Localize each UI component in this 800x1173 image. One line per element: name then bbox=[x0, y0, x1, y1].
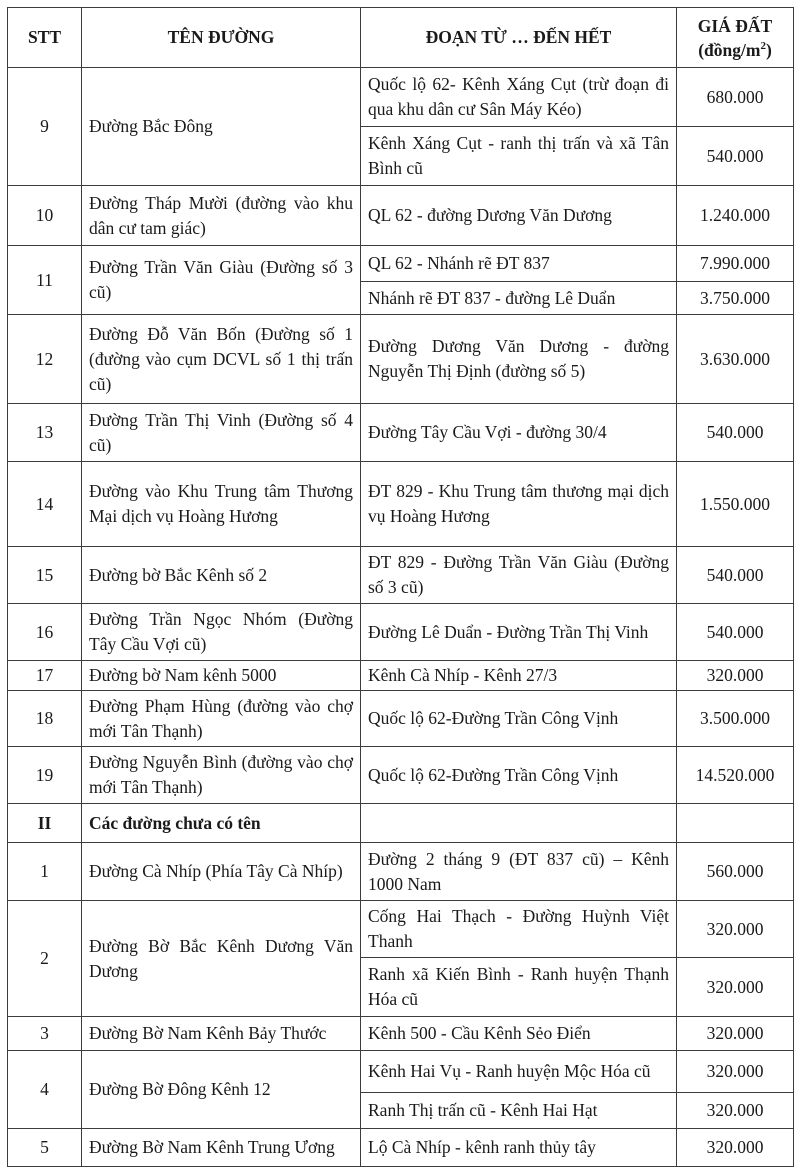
cell-price: 1.240.000 bbox=[677, 186, 794, 246]
header-segment: ĐOẠN TỪ … ĐẾN HẾT bbox=[361, 8, 677, 68]
cell-street-name: Đường bờ Nam kênh 5000 bbox=[82, 661, 361, 691]
section-empty-price bbox=[677, 804, 794, 843]
cell-price: 320.000 bbox=[677, 661, 794, 691]
cell-price: 320.000 bbox=[677, 901, 794, 958]
cell-street-name: Đường Cà Nhíp (Phía Tây Cà Nhíp) bbox=[82, 843, 361, 901]
cell-street-name: Đường Trần Ngọc Nhóm (Đường Tây Cầu Vợi cũ) bbox=[82, 604, 361, 661]
cell-segment: Cống Hai Thạch - Đường Huỳnh Việt Thanh bbox=[361, 901, 677, 958]
cell-segment: Ranh Thị trấn cũ - Kênh Hai Hạt bbox=[361, 1093, 677, 1129]
table-row bbox=[8, 68, 794, 127]
cell-segment: Đường 2 tháng 9 (ĐT 837 cũ) – Kênh 1000 Nam bbox=[361, 843, 677, 901]
cell-segment: QL 62 - đường Dương Văn Dương bbox=[361, 186, 677, 246]
cell-street-name: Đường Đỗ Văn Bốn (Đường số 1 (đường vào cụm DCVL số 1 thị trấn cũ) bbox=[82, 315, 361, 404]
table-row bbox=[8, 186, 794, 246]
table-row bbox=[8, 1051, 794, 1093]
cell-price: 680.000 bbox=[677, 68, 794, 127]
cell-street-name: Đường Trần Thị Vinh (Đường số 4 cũ) bbox=[82, 404, 361, 462]
cell-street-name: Đường Nguyễn Bình (đường vào chợ mới Tân Thạnh) bbox=[82, 747, 361, 804]
cell-price: 320.000 bbox=[677, 1093, 794, 1129]
cell-segment: Kênh 500 - Cầu Kênh Sẻo Điển bbox=[361, 1017, 677, 1051]
header-stt: STT bbox=[8, 8, 82, 68]
cell-street-name: Đường Bờ Bắc Kênh Dương Văn Dương bbox=[82, 901, 361, 1017]
cell-street-name: Đường Bờ Nam Kênh Bảy Thước bbox=[82, 1017, 361, 1051]
cell-segment: QL 62 - Nhánh rẽ ĐT 837 bbox=[361, 246, 677, 282]
cell-price: 3.630.000 bbox=[677, 315, 794, 404]
section-row bbox=[8, 804, 794, 843]
section-number: II bbox=[8, 804, 82, 843]
cell-price: 3.750.000 bbox=[677, 282, 794, 315]
cell-stt: 11 bbox=[8, 246, 82, 315]
cell-segment: Lộ Cà Nhíp - kênh ranh thủy tây bbox=[361, 1129, 677, 1167]
cell-street-name: Đường Tháp Mười (đường vào khu dân cư tam giác) bbox=[82, 186, 361, 246]
cell-price: 540.000 bbox=[677, 127, 794, 186]
cell-segment: Đường Lê Duẩn - Đường Trần Thị Vinh bbox=[361, 604, 677, 661]
cell-street-name: Đường Bờ Đông Kênh 12 bbox=[82, 1051, 361, 1129]
cell-street-name: Đường Trần Văn Giàu (Đường số 3 cũ) bbox=[82, 246, 361, 315]
cell-price: 320.000 bbox=[677, 958, 794, 1017]
cell-segment: Quốc lộ 62-Đường Trần Công Vịnh bbox=[361, 691, 677, 747]
cell-stt: 14 bbox=[8, 462, 82, 547]
table-row bbox=[8, 1129, 794, 1167]
cell-segment: Kênh Xáng Cụt - ranh thị trấn và xã Tân Bình cũ bbox=[361, 127, 677, 186]
cell-stt: 13 bbox=[8, 404, 82, 462]
cell-segment: Ranh xã Kiến Bình - Ranh huyện Thạnh Hóa cũ bbox=[361, 958, 677, 1017]
cell-segment: Đường Tây Cầu Vợi - đường 30/4 bbox=[361, 404, 677, 462]
header-row bbox=[8, 8, 794, 68]
table-row bbox=[8, 843, 794, 901]
table-row bbox=[8, 901, 794, 958]
cell-stt: 16 bbox=[8, 604, 82, 661]
cell-stt: 10 bbox=[8, 186, 82, 246]
cell-stt: 9 bbox=[8, 68, 82, 186]
cell-price: 540.000 bbox=[677, 404, 794, 462]
cell-price: 320.000 bbox=[677, 1051, 794, 1093]
cell-segment: ĐT 829 - Đường Trần Văn Giàu (Đường số 3 cũ) bbox=[361, 547, 677, 604]
cell-price: 540.000 bbox=[677, 604, 794, 661]
cell-segment: ĐT 829 - Khu Trung tâm thương mại dịch vụ Hoàng Hương bbox=[361, 462, 677, 547]
cell-price: 14.520.000 bbox=[677, 747, 794, 804]
header-price-title: GIÁ ĐẤT bbox=[697, 15, 773, 36]
cell-stt: 2 bbox=[8, 901, 82, 1017]
cell-segment: Quốc lộ 62- Kênh Xáng Cụt (trừ đoạn đi qua khu dân cư Sân Máy Kéo) bbox=[361, 68, 677, 127]
table-row bbox=[8, 747, 794, 804]
table-row bbox=[8, 404, 794, 462]
cell-stt: 18 bbox=[8, 691, 82, 747]
cell-segment: Nhánh rẽ ĐT 837 - đường Lê Duẩn bbox=[361, 282, 677, 315]
cell-stt: 5 bbox=[8, 1129, 82, 1167]
cell-price: 1.550.000 bbox=[677, 462, 794, 547]
table-row bbox=[8, 691, 794, 747]
cell-price: 560.000 bbox=[677, 843, 794, 901]
cell-stt: 19 bbox=[8, 747, 82, 804]
cell-street-name: Đường Phạm Hùng (đường vào chợ mới Tân Thạnh) bbox=[82, 691, 361, 747]
table-row bbox=[8, 547, 794, 604]
land-price-table bbox=[7, 7, 794, 1167]
cell-street-name: Đường vào Khu Trung tâm Thương Mại dịch vụ Hoàng Hương bbox=[82, 462, 361, 547]
section-title: Các đường chưa có tên bbox=[82, 804, 361, 843]
table-row bbox=[8, 604, 794, 661]
header-price-unit: $(đồng/m^2)$ bbox=[698, 39, 772, 60]
header-price bbox=[677, 8, 794, 68]
table-row bbox=[8, 462, 794, 547]
table-row bbox=[8, 661, 794, 691]
cell-stt: 17 bbox=[8, 661, 82, 691]
cell-price: 320.000 bbox=[677, 1129, 794, 1167]
cell-segment: Kênh Cà Nhíp - Kênh 27/3 bbox=[361, 661, 677, 691]
header-street-name: TÊN ĐƯỜNG bbox=[82, 8, 361, 68]
table-row bbox=[8, 1017, 794, 1051]
cell-stt: 1 bbox=[8, 843, 82, 901]
section-empty-segment bbox=[361, 804, 677, 843]
cell-segment: Kênh Hai Vụ - Ranh huyện Mộc Hóa cũ bbox=[361, 1051, 677, 1093]
cell-street-name: Đường Bờ Nam Kênh Trung Ương bbox=[82, 1129, 361, 1167]
cell-price: 7.990.000 bbox=[677, 246, 794, 282]
cell-stt: 15 bbox=[8, 547, 82, 604]
table-row bbox=[8, 315, 794, 404]
cell-price: 540.000 bbox=[677, 547, 794, 604]
cell-price: 3.500.000 bbox=[677, 691, 794, 747]
cell-stt: 3 bbox=[8, 1017, 82, 1051]
cell-stt: 12 bbox=[8, 315, 82, 404]
cell-price: 320.000 bbox=[677, 1017, 794, 1051]
cell-street-name: Đường Bắc Đông bbox=[82, 68, 361, 186]
table-row bbox=[8, 246, 794, 282]
cell-segment: Quốc lộ 62-Đường Trần Công Vịnh bbox=[361, 747, 677, 804]
cell-stt: 4 bbox=[8, 1051, 82, 1129]
cell-segment: Đường Dương Văn Dương - đường Nguyễn Thị Định (đường số 5) bbox=[361, 315, 677, 404]
cell-street-name: Đường bờ Bắc Kênh số 2 bbox=[82, 547, 361, 604]
